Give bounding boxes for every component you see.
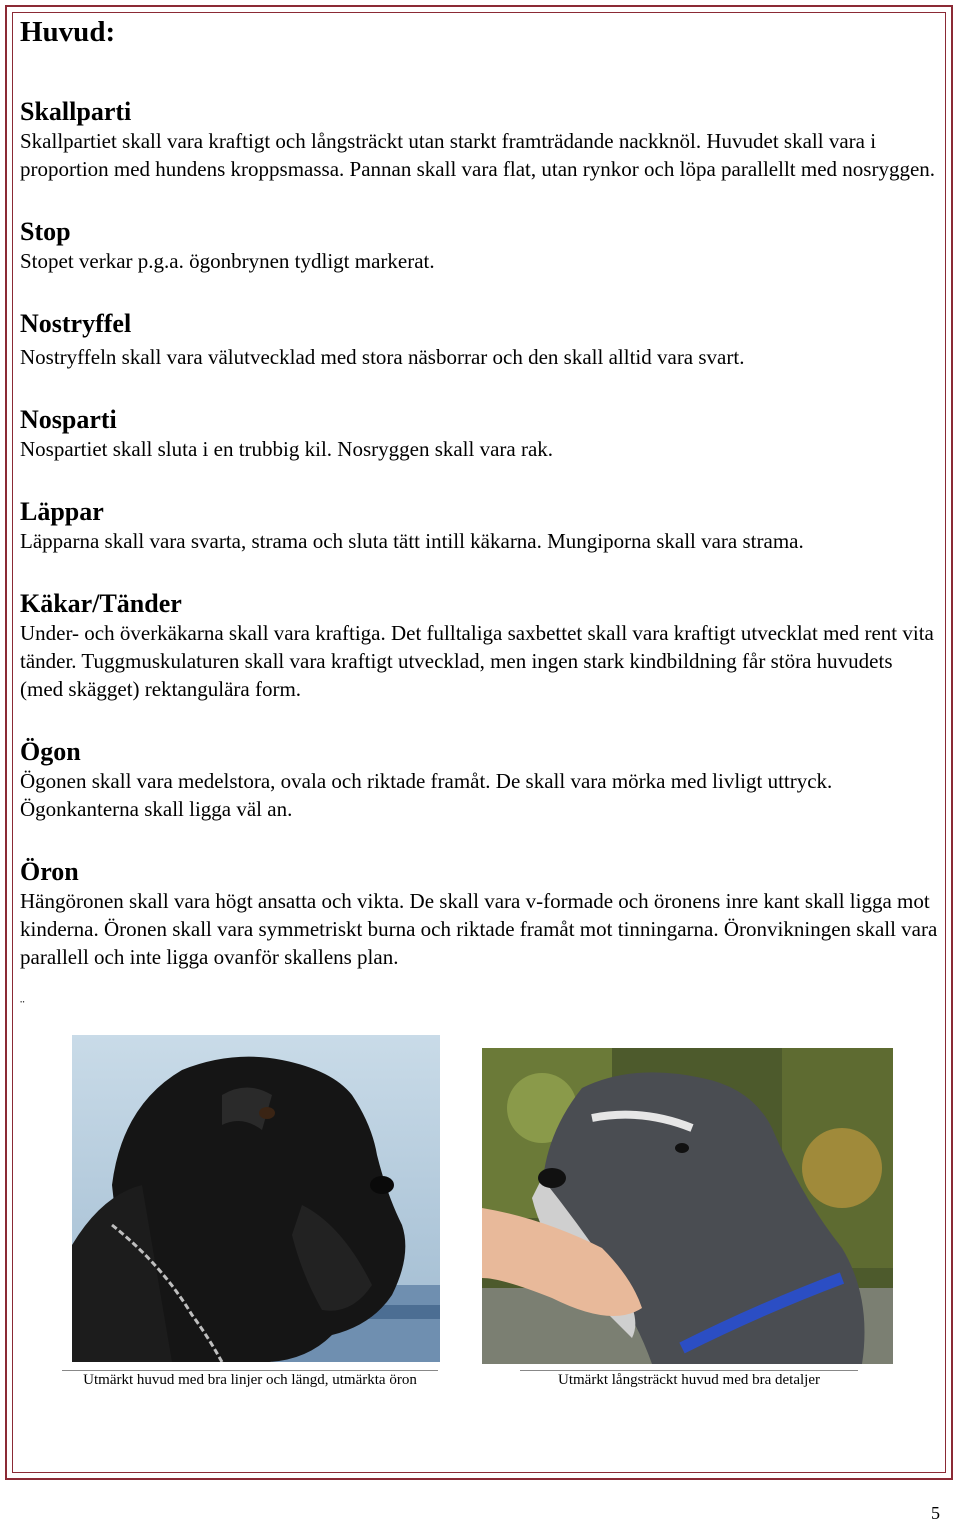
section-text: Ögonen skall vara medelstora, ovala och riktade framåt. De skall vara mörka med livligt uttryck. Ögonkanterna skall ligga väl an. <box>20 769 833 821</box>
section-ogon <box>20 737 940 823</box>
section-text: Hängöronen skall vara högt ansatta och vikta. De skall vara v-formade och öronens inre kant skall ligga mot kinderna. Öronen skall vara symmetriskt burna och riktade framåt mot tinningarna. Öronvikningen skall vara parallell och inte ligga ovanför skallens plan. <box>20 889 938 969</box>
section-stop <box>20 217 940 275</box>
section-oron <box>20 857 940 971</box>
photo-caption-left: Utmärkt huvud med bra linjer och längd, utmärkta öron <box>62 1370 438 1389</box>
section-text: Läpparna skall vara svarta, strama och sluta tätt intill käkarna. Mungiporna skall vara strama. <box>20 529 804 553</box>
page-number: 5 <box>931 1503 940 1523</box>
section-lappar <box>20 497 940 555</box>
section-nosparti <box>20 405 940 463</box>
stray-mark: ¨ <box>20 999 25 1014</box>
section-title: Nosparti <box>20 405 117 434</box>
section-title: Ögon <box>20 737 81 766</box>
photo-grey-schnauzer <box>482 1048 893 1364</box>
section-text: Under- och överkäkarna skall vara kraftiga. Det fulltaliga saxbettet skall vara kraftigt utvecklat med rent vita tänder. Tuggmuskulaturen skall vara kraftigt utvecklad, men ingen stark kindbildning får störa huvudets (med skägget) rektangulära form. <box>20 621 934 701</box>
section-nostryffel <box>20 309 940 371</box>
section-text: Skallpartiet skall vara kraftigt och långsträckt utan starkt framträdande nackknöl. Huvudet skall vara i proportion med hundens kroppsmassa. Pannan skall vara flat, utan rynkor och löpa parallellt med nosryggen. <box>20 129 936 181</box>
section-text: Stopet verkar p.g.a. ögonbrynen tydligt markerat. <box>20 249 435 273</box>
section-title: Skallparti <box>20 97 132 126</box>
document-content <box>20 14 940 971</box>
section-kakar-tander <box>20 589 940 703</box>
page-heading: Huvud: <box>20 16 116 48</box>
section-title: Nostryffel <box>20 309 132 338</box>
section-title: Käkar/Tänder <box>20 589 182 618</box>
section-text: Nostryffeln skall vara välutvecklad med stora näsborrar och den skall alltid vara svart. <box>20 345 745 369</box>
photo-caption-right: Utmärkt långsträckt huvud med bra detaljer <box>520 1370 858 1389</box>
section-title: Öron <box>20 857 79 886</box>
photo-black-schnauzer <box>72 1035 440 1362</box>
section-title: Stop <box>20 217 71 246</box>
section-title: Läppar <box>20 497 104 526</box>
section-skallparti <box>20 97 940 183</box>
section-text: Nospartiet skall sluta i en trubbig kil. Nosryggen skall vara rak. <box>20 437 554 461</box>
